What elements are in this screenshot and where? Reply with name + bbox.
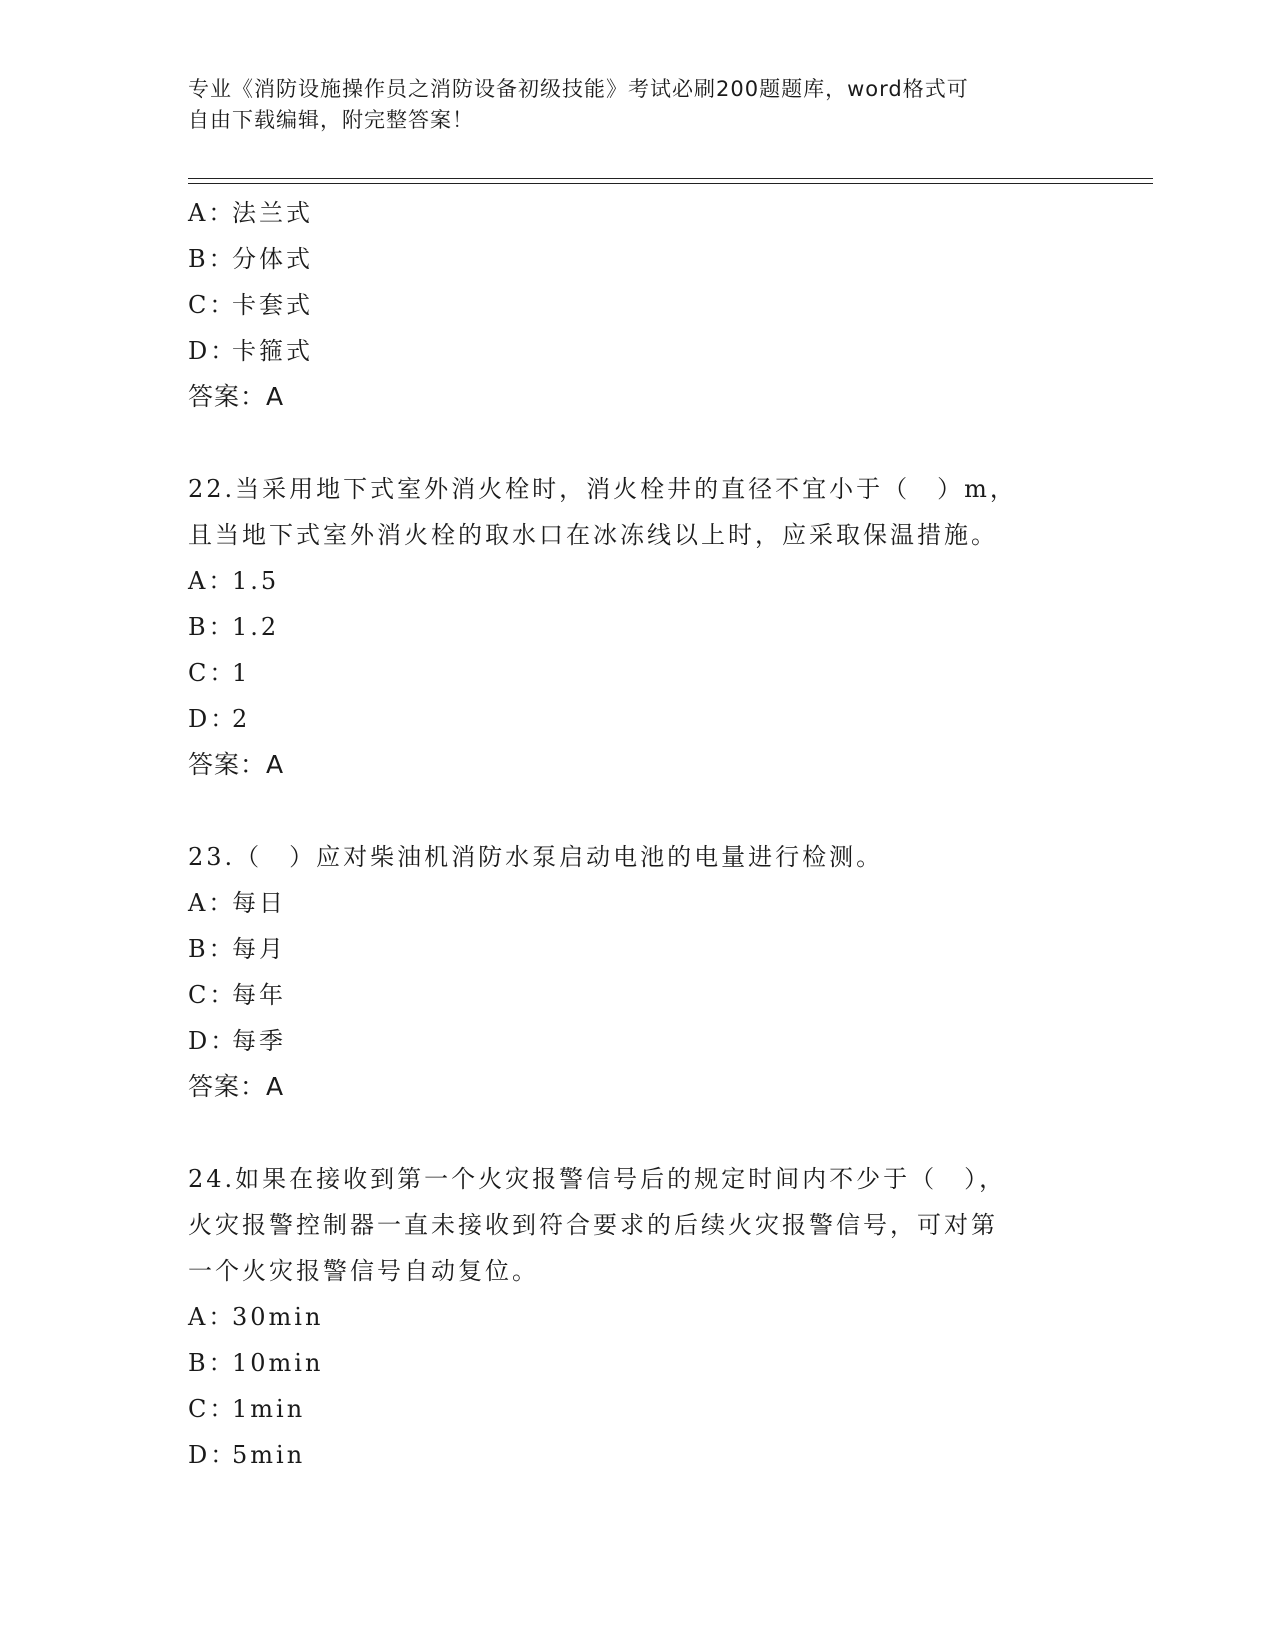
header-line-1: 专业《消防设施操作员之消防设备初级技能》考试必刷200题题库，word格式可	[188, 77, 969, 101]
option-d: D：每季	[188, 1027, 286, 1055]
document-header	[188, 74, 1068, 136]
option-b: B：每月	[188, 935, 286, 963]
option-d: D：2	[188, 705, 251, 733]
option-c: C：1	[188, 659, 251, 687]
answer: 答案：A	[188, 382, 285, 411]
question-22	[188, 466, 1088, 788]
option-b: B：10min	[188, 1349, 324, 1377]
header-divider-bottom	[188, 183, 1153, 184]
option-a: A：法兰式	[188, 199, 313, 227]
option-a: A：1.5	[188, 567, 280, 595]
option-c: C：卡套式	[188, 291, 313, 319]
question-stem: 火灾报警控制器一直未接收到符合要求的后续火灾报警信号，可对第	[188, 1211, 998, 1239]
question-23	[188, 834, 1088, 1110]
header-divider-top	[188, 178, 1153, 179]
option-c: C：每年	[188, 981, 286, 1009]
answer: 答案：A	[188, 1072, 285, 1101]
option-a: A：30min	[188, 1303, 324, 1331]
option-b: B：1.2	[188, 613, 280, 641]
question-21	[188, 190, 1088, 420]
option-d: D：卡箍式	[188, 337, 313, 365]
answer: 答案：A	[188, 750, 285, 779]
question-stem: 且当地下式室外消火栓的取水口在冰冻线以上时，应采取保温措施。	[188, 521, 998, 549]
option-b: B：分体式	[188, 245, 313, 273]
option-d: D：5min	[188, 1441, 306, 1469]
header-line-2: 自由下载编辑，附完整答案！	[188, 108, 474, 132]
question-stem: 一个火灾报警信号自动复位。	[188, 1257, 539, 1285]
option-a: A：每日	[188, 889, 286, 917]
question-24	[188, 1156, 1088, 1478]
question-content	[188, 190, 1088, 1478]
question-stem: 22.当采用地下式室外消火栓时，消火栓井的直径不宜小于（ ）m，	[188, 475, 1017, 503]
question-stem: 23.（ ）应对柴油机消防水泵启动电池的电量进行检测。	[188, 843, 884, 871]
option-c: C：1min	[188, 1395, 306, 1423]
question-stem: 24.如果在接收到第一个火灾报警信号后的规定时间内不少于（ ），	[188, 1165, 1007, 1193]
